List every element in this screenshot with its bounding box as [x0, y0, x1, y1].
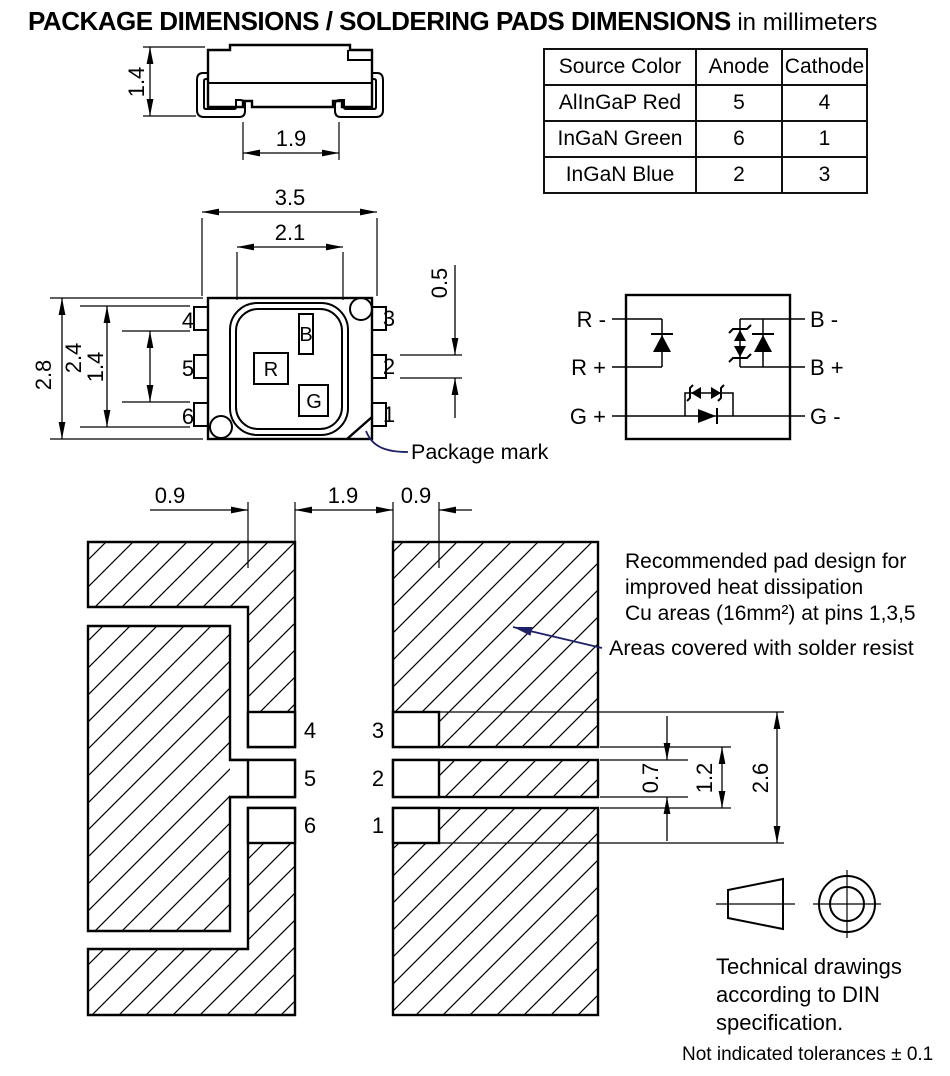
terminal-r-minus: R - — [576, 307, 606, 332]
pin-5-lead — [194, 355, 208, 378]
wiring-diagram — [570, 295, 844, 439]
pad-label-1: 1 — [371, 813, 385, 838]
din-note-line1: Technical drawings — [716, 954, 902, 979]
pad-design-note-line1: Recommended pad design for — [625, 550, 907, 573]
chip-red-label: R — [263, 359, 279, 381]
cell-anode: 5 — [696, 85, 782, 121]
dim-body-height — [31, 298, 203, 439]
projection-crosshair — [813, 870, 881, 938]
din-note-line3: specification. — [716, 1010, 844, 1035]
cell-cathode: 3 — [782, 157, 867, 193]
dim-label-1-4: 1.4 — [82, 351, 108, 383]
dim-side-height — [124, 47, 205, 116]
din-note — [716, 953, 902, 1037]
side-view-left-lead — [197, 73, 245, 117]
dim-label-1-4-side: 1.4 — [123, 66, 149, 98]
index-circle-top-right — [350, 298, 372, 320]
dim-label-0-5: 0.5 — [426, 267, 452, 299]
pad-design-note — [625, 549, 916, 627]
tolerance-note: Not indicated tolerances ± 0.1 — [682, 1044, 934, 1065]
col-header-source-color: Source Color — [544, 49, 696, 85]
chip-blue-label: B — [299, 324, 313, 346]
cell-cathode: 1 — [782, 121, 867, 157]
cell-color: InGaN Green — [544, 121, 696, 157]
dim-pins-span — [61, 306, 190, 427]
side-view — [124, 45, 383, 160]
pin-label-4: 4 — [181, 308, 195, 333]
dim-lens-width — [237, 220, 343, 300]
pin-label-5: 5 — [181, 356, 195, 381]
dim-label-0-9-left: 0.9 — [154, 483, 186, 508]
cell-color: AlInGaP Red — [544, 85, 696, 121]
dim-label-2-6: 2.6 — [747, 762, 773, 794]
pad-design-note-line3: Cu areas (16mm²) at pins 1,3,5 — [625, 602, 916, 625]
terminal-g-plus: G + — [569, 404, 606, 429]
zener-up-icon — [734, 330, 746, 341]
dim-label-1-9-gap: 1.9 — [327, 483, 359, 508]
terminal-b-plus: B + — [810, 355, 844, 380]
pad-6 — [248, 808, 295, 843]
pad-1 — [393, 808, 439, 843]
pin-label-6: 6 — [181, 404, 195, 429]
dim-label-3-5: 3.5 — [274, 185, 306, 210]
top-view — [31, 185, 462, 452]
red-led-icon — [653, 335, 671, 352]
page-title — [28, 6, 877, 37]
pad-4 — [248, 712, 295, 747]
dim-pin-pitch — [83, 331, 190, 402]
solder-resist-label: Areas covered with solder resist — [609, 636, 914, 660]
table-header-row — [544, 49, 867, 85]
chip-green-label: G — [306, 391, 322, 413]
index-circle-bottom-left — [210, 416, 232, 438]
pad-3 — [393, 712, 439, 747]
side-view-right-lead — [335, 73, 383, 117]
dim-label-1-9-side: 1.9 — [275, 126, 307, 151]
pin-4-lead — [194, 307, 208, 330]
pin-label-2: 2 — [382, 354, 396, 379]
dim-side-slug — [243, 122, 339, 160]
zener-down-icon — [734, 346, 746, 357]
pad-label-2: 2 — [371, 766, 385, 791]
green-bypass-branch — [685, 393, 733, 416]
bypass-zener-left-icon — [691, 387, 701, 399]
table-row — [544, 121, 867, 157]
pad-design-note-line2: improved heat dissipation — [625, 576, 864, 599]
cell-cathode: 4 — [782, 85, 867, 121]
col-header-anode: Anode — [696, 49, 782, 85]
table-row — [544, 157, 867, 193]
terminal-b-minus: B - — [810, 307, 839, 332]
dim-label-1-2: 1.2 — [691, 762, 717, 794]
green-led-icon — [698, 409, 716, 423]
terminal-g-minus: G - — [810, 404, 841, 429]
bypass-zener-right-icon — [711, 387, 721, 399]
dim-label-2-1: 2.1 — [274, 220, 306, 245]
pin-label-3: 3 — [382, 306, 396, 331]
pad-2 — [393, 760, 439, 797]
pad-label-5: 5 — [303, 766, 317, 791]
pad-label-4: 4 — [303, 718, 317, 743]
dim-label-2-4: 2.4 — [60, 342, 86, 374]
page-title-unit: in millimeters — [730, 9, 878, 36]
dim-pin-width — [400, 265, 462, 418]
col-header-cathode: Cathode — [782, 49, 867, 85]
din-note-line2: according to DIN — [716, 982, 880, 1007]
pin-label-1: 1 — [382, 402, 396, 427]
terminal-r-plus: R + — [571, 355, 606, 380]
dim-label-2-8: 2.8 — [30, 359, 56, 391]
side-view-corner-mark — [348, 50, 372, 60]
package-mark-label: Package mark — [411, 440, 549, 464]
pad-label-6: 6 — [303, 813, 317, 838]
dim-label-0-9-right: 0.9 — [400, 483, 432, 508]
blue-led-icon — [754, 335, 772, 352]
din-projection-symbol — [716, 870, 881, 938]
pad-label-3: 3 — [371, 718, 385, 743]
cell-color: InGaN Blue — [544, 157, 696, 193]
cell-anode: 6 — [696, 121, 782, 157]
cell-anode: 2 — [696, 157, 782, 193]
pad-5 — [248, 760, 295, 797]
circuit-wires — [612, 319, 805, 416]
pin-6-lead — [194, 403, 208, 426]
table-row — [544, 85, 867, 121]
pinout-table — [543, 48, 868, 194]
dim-label-0-7: 0.7 — [637, 762, 663, 794]
page-title-main: PACKAGE DIMENSIONS / SOLDERING PADS DIMENSIONS — [28, 6, 731, 36]
